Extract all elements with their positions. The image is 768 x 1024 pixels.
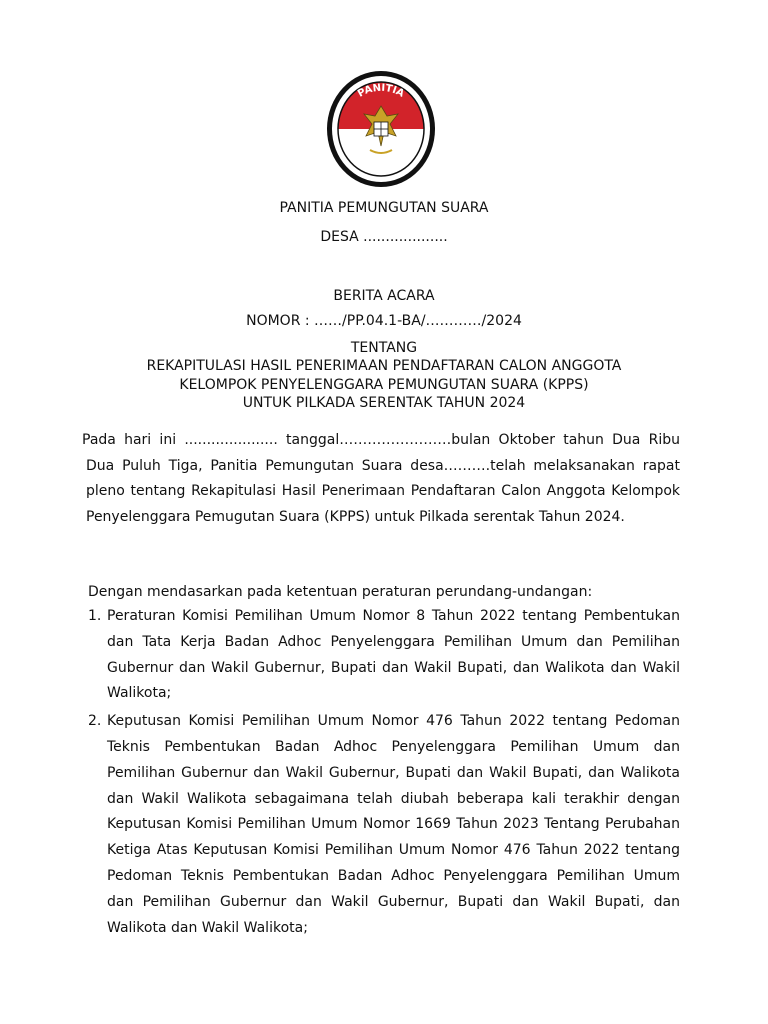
list-item <box>88 709 680 941</box>
document-number: NOMOR : ……/PP.04.1-BA/…………/2024 <box>246 313 522 329</box>
list-item-text: Keputusan Komisi Pemilihan Umum Nomor 476 Tahun 2022 tentang Pedoman Teknis Pembentukan Badan Adhoc Penyelenggara Pemilihan Umum dan Pemilihan Gubernur dan Wakil Gubernur, Bupati dan Wakil Bupati, dan Walikota dan Wakil Walikota sebagaimana telah diubah beberapa kali terakhir dengan Keputusan Komisi Pemilihan Umum Nomor 1669 Tahun 2023 Tentang Perubahan Ketiga Atas Keputusan Komisi Pemilihan Umum Nomor 476 Tahun 2022 tentang Pedoman Teknis Pembentukan Badan Adhoc Penyelenggara Pemilihan Umum dan Pemilihan Gubernur dan Wakil Gubernur, Bupati dan Wakil Bupati, dan Walikota dan Wakil Walikota; <box>107 713 680 936</box>
org-name: PANITIA PEMUNGUTAN SUARA <box>279 200 489 216</box>
list-item-text: Peraturan Komisi Pemilihan Umum Nomor 8 Tahun 2022 tentang Pembentukan dan Tata Kerja Badan Adhoc Penyelenggara Pemilihan Umum dan Pemilihan Gubernur dan Wakil Gubernur, Bupati dan Wakil Bupati, dan Walikota dan Wakil Walikota; <box>107 608 680 702</box>
logo-bottom-text: PEMUNGUTAN SUARA <box>338 133 424 171</box>
document-type: BERITA ACARA <box>333 288 435 304</box>
logo-top-text: PANITIA <box>355 82 406 100</box>
list-item-number: 1. <box>88 608 102 624</box>
opening-rest: Dua Puluh Tiga, Panitia Pemungutan Suara desa……….telah melaksanakan rapat pleno tentang Rekapitulasi Hasil Penerimaan Pendaftaran Calon Anggota Kelompok Penyelenggara Pemugutan Suara (KPPS) untuk Pilkada serentak Tahun 2024. <box>86 457 680 525</box>
subject-line-3: UNTUK PILKADA SERENTAK TAHUN 2024 <box>242 395 526 411</box>
village-name: DESA ................... <box>320 229 448 245</box>
about-label: TENTANG <box>350 340 418 356</box>
pps-logo <box>326 70 436 188</box>
references-list <box>88 604 680 943</box>
list-item-number: 2. <box>88 713 102 730</box>
subject-line-2: KELOMPOK PENYELENGGARA PEMUNGUTAN SUARA (KPPS) <box>179 377 589 393</box>
opening-paragraph <box>82 428 680 530</box>
basis-intro: Dengan mendasarkan pada ketentuan peraturan perundang-undangan: <box>88 584 593 600</box>
opening-first-line: Pada hari ini ..................... tanggal……………………bulan Oktober tahun Dua Ribu <box>82 432 680 448</box>
list-item <box>88 604 680 707</box>
subject-line-1: REKAPITULASI HASIL PENERIMAAN PENDAFTARAN CALON ANGGOTA <box>146 358 622 374</box>
